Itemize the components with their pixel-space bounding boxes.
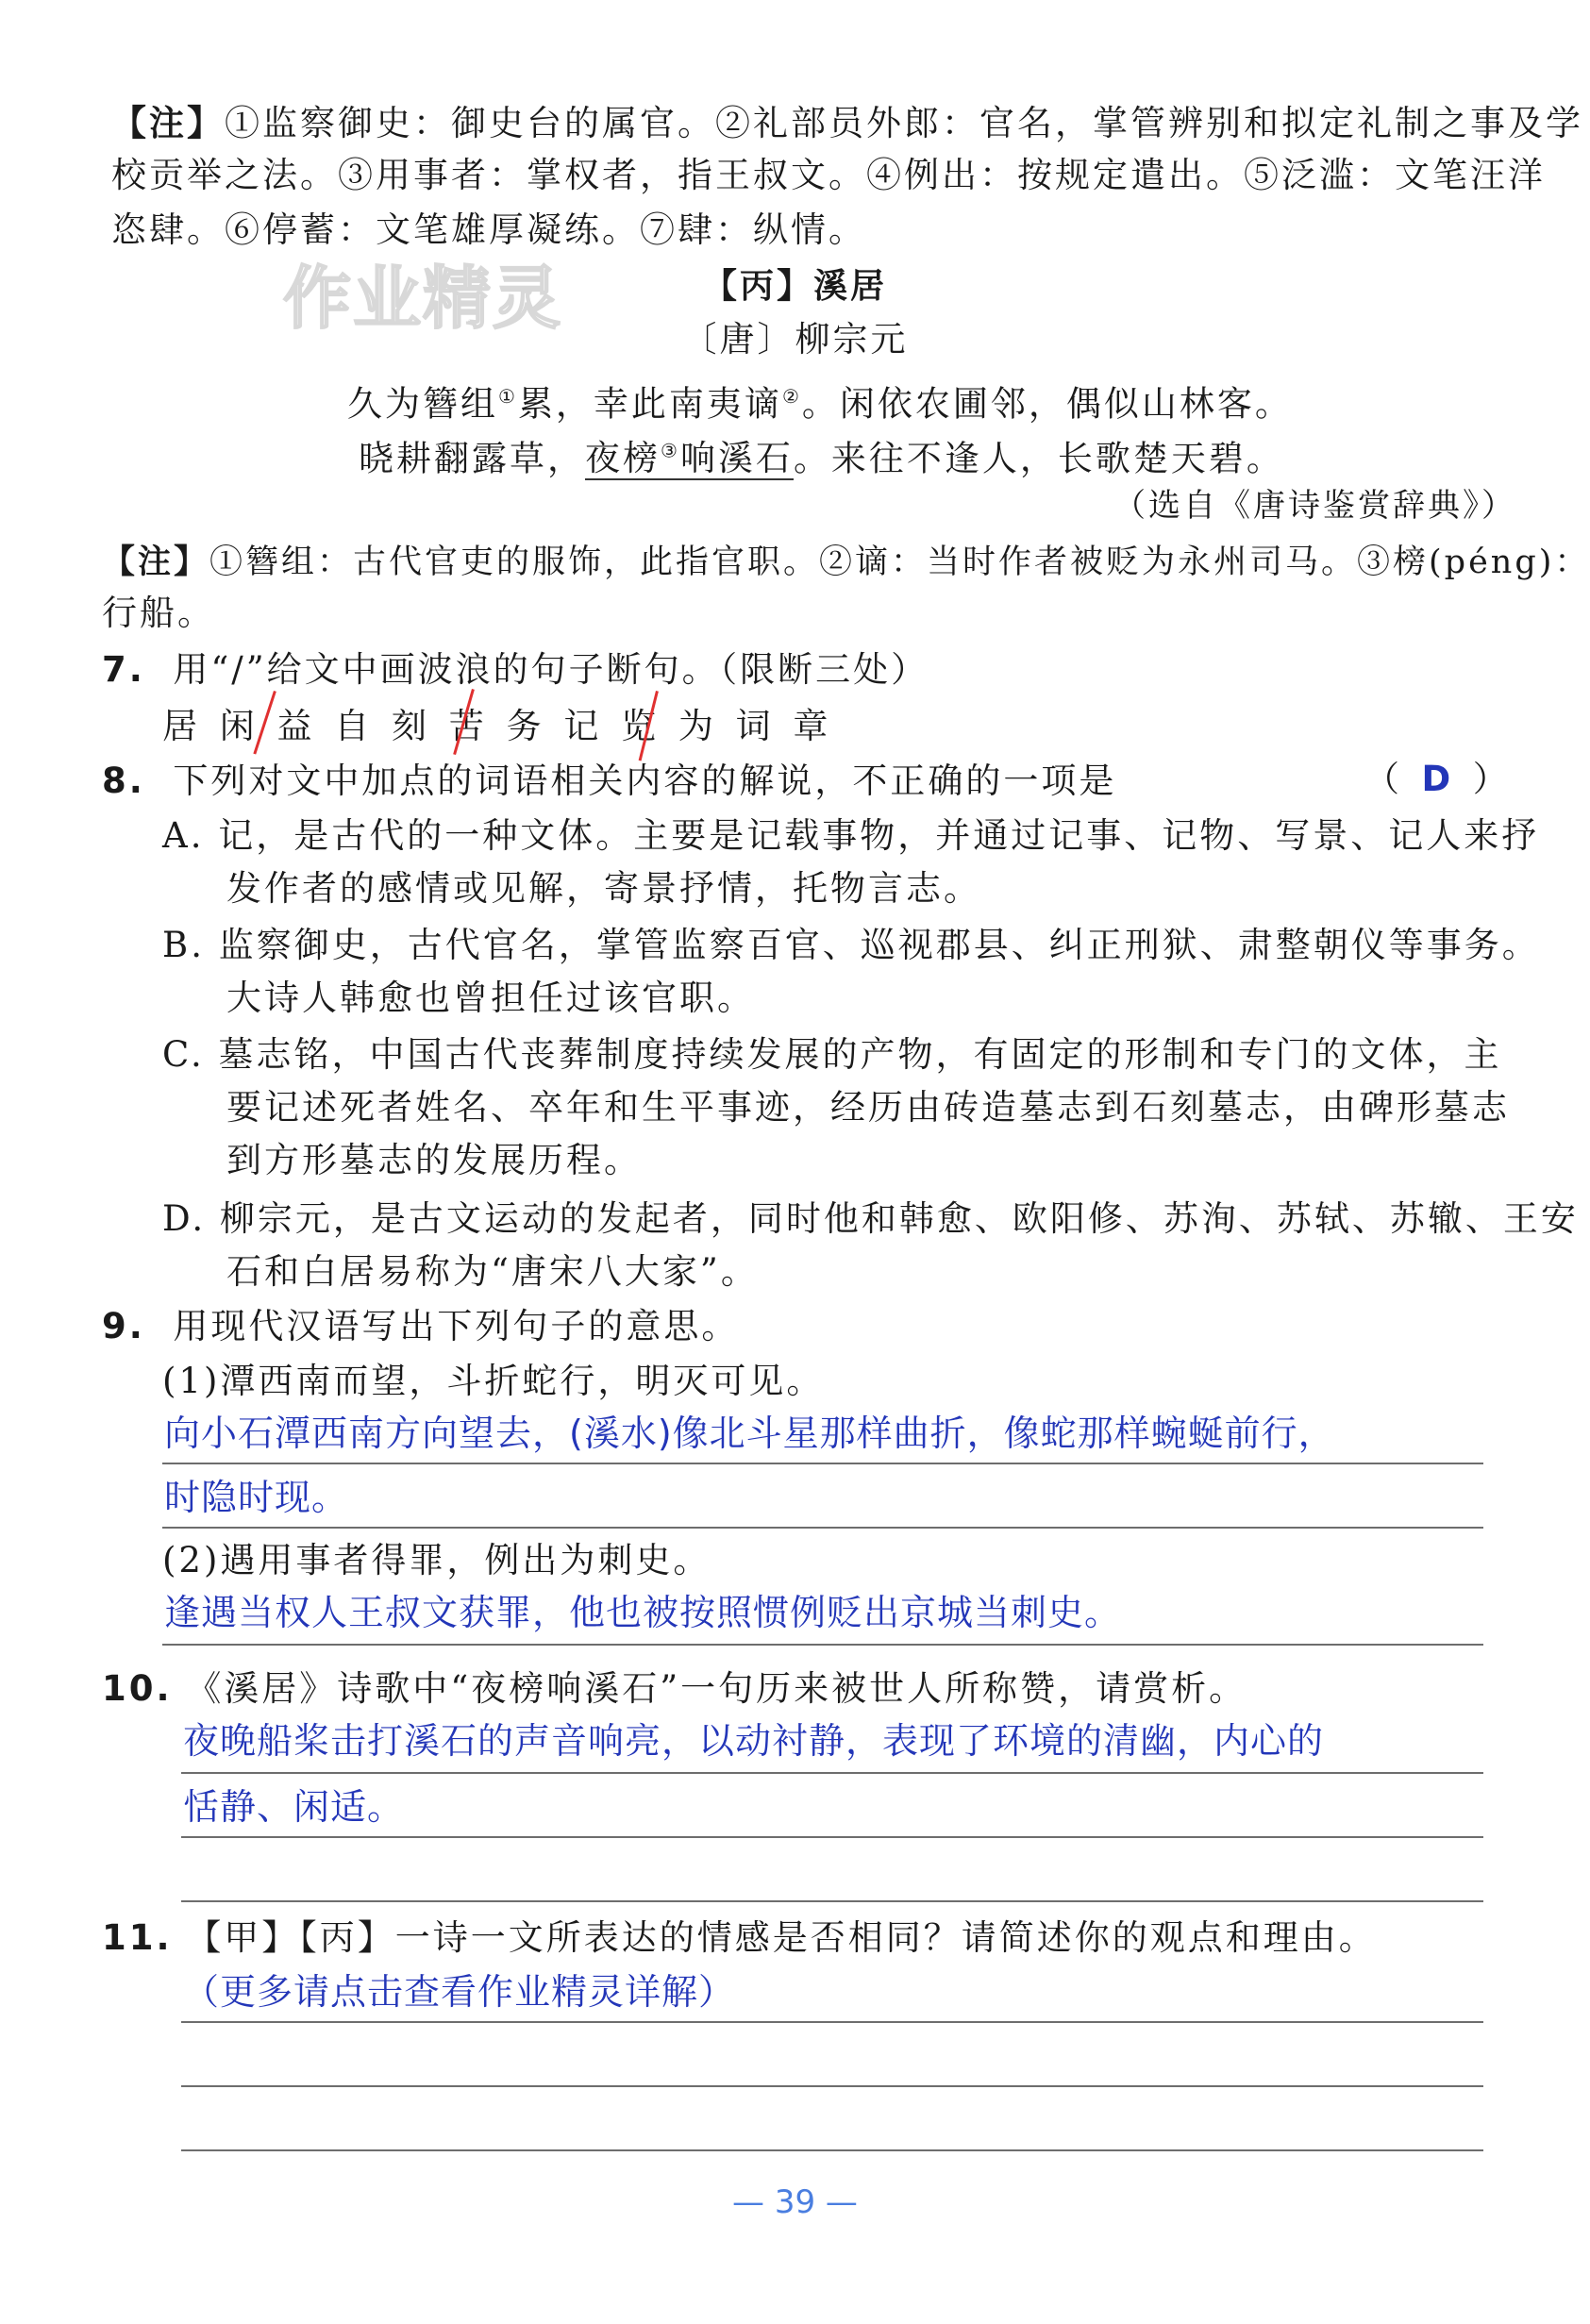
answer-rule — [162, 1644, 1483, 1646]
note-marker-2: ② — [781, 385, 802, 408]
q11-prompt: 【甲】【丙】一诗一文所表达的情感是否相同？请简述你的观点和理由。 — [186, 1917, 1377, 1958]
poem-line-1-part-b: 累，幸此南夷谪 — [517, 383, 782, 425]
q8-option-a-line-2: 发作者的感情或见解，寄景抒情，托物言志。 — [226, 868, 981, 909]
answer-rule — [181, 1836, 1483, 1838]
poem-line-1 — [347, 376, 1293, 425]
notes-top-text-1: ①监察御史：御史台的属官。②礼部员外郎：官名，掌管辨别和拟定礼制之事及学 — [225, 103, 1583, 143]
note-marker-3: ③ — [661, 440, 680, 462]
q10-prompt: 《溪居》诗歌中“夜榜响溪石”一句历来被世人所称赞，请赏析。 — [186, 1668, 1247, 1709]
q9-prompt: 用现代汉语写出下列句子的意思。 — [173, 1306, 740, 1346]
q7-number: 7. — [102, 649, 145, 690]
q7-sentence: 居 闲 益 自 刻 苦 务 记 览 为 词 章 — [162, 706, 834, 746]
q11-answer-line-1[interactable]: （更多请点击查看作业精灵详解） — [183, 1971, 736, 2013]
answer-rule — [181, 1900, 1483, 1902]
answer-rule — [162, 1527, 1483, 1529]
notes-poem-line-1 — [102, 542, 1590, 583]
answer-rule — [181, 2149, 1483, 2151]
q10-answer-line-1: 夜晚船桨击打溪石的声音响亮，以动衬静，表现了环境的清幽，内心的 — [183, 1720, 1325, 1762]
watermark-logo: 作业精灵 — [283, 259, 563, 338]
answer-rule — [181, 1772, 1483, 1774]
poem-line-2-wave-b: 响溪石 — [679, 438, 794, 479]
wavy-underlined-phrase — [585, 438, 794, 480]
q7-prompt: 用“/”给文中画波浪的句子断句。（限断三处） — [173, 649, 929, 690]
notes-poem-text-1: ①簪组：古代官吏的服饰，此指官职。②谪：当时作者被贬为永州司马。③榜(péng)： — [209, 543, 1590, 581]
q9-prompt-line — [102, 1306, 739, 1347]
notes-label: 【注】 — [111, 102, 225, 143]
answer-rule — [162, 1463, 1483, 1464]
q8-option-d-line-2: 石和白居易称为“唐宋八大家”。 — [226, 1251, 759, 1292]
page-number: — 39 — — [732, 2183, 858, 2221]
q8-option-a-line-1: A. 记，是古代的一种文体。主要是记载事物，并通过记事、记物、写景、记人来抒 — [162, 815, 1540, 856]
notes-top-line-2: 校贡举之法。③用事者：掌权者，指王叔文。④例出：按规定遣出。⑤泛滥：文笔汪洋 — [111, 155, 1546, 195]
poem-line-2-part-c: 。来往不逢人，长歌楚天碧。 — [793, 438, 1284, 479]
q8-answer-box — [1364, 759, 1508, 800]
q9-answer-2-line-1: 逢遇当权人王叔文获罪，他也被按照惯例贬出京城当刺史。 — [164, 1592, 1122, 1633]
answer-rule — [181, 2085, 1483, 2087]
notes-poem-line-2: 行船。 — [102, 593, 215, 633]
note-marker-1: ① — [498, 385, 518, 408]
q9-number: 9. — [102, 1306, 145, 1346]
poem-author: 〔唐〕柳宗元 — [681, 319, 909, 359]
q8-paren-open: （ — [1364, 759, 1399, 799]
q9-sentence-2: (2)遇用事者得罪，例出为刺史。 — [162, 1540, 711, 1580]
q8-option-c-line-2: 要记述死者姓名、卒年和生平事迹，经历由砖造墓志到石刻墓志，由碑形墓志 — [226, 1087, 1510, 1128]
q9-sentence-1: (1)潭西南而望，斗折蛇行，明灭可见。 — [162, 1361, 825, 1401]
poem-line-2 — [359, 430, 1284, 479]
q8-number: 8. — [102, 761, 145, 801]
q8-option-c-line-1: C. 墓志铭，中国古代丧葬制度持续发展的产物，有固定的形制和专门的文体，主 — [162, 1034, 1502, 1075]
poem-line-1-part-a: 久为簪组 — [347, 383, 498, 425]
q9-answer-1-line-2: 时隐时现。 — [164, 1477, 349, 1518]
answer-rule — [181, 2021, 1483, 2023]
q8-option-c-line-3: 到方形墓志的发展历程。 — [226, 1140, 642, 1180]
q8-paren-close: ） — [1472, 759, 1508, 799]
notes-poem-label: 【注】 — [102, 543, 210, 581]
poem-line-1-part-c: 。闲依农圃邻，偶似山林客。 — [801, 383, 1293, 425]
poem-source: （选自《唐诗鉴赏辞典》） — [1113, 487, 1516, 525]
q10-answer-line-2: 恬静、闲适。 — [183, 1786, 405, 1828]
q11-number: 11. — [102, 1917, 173, 1958]
q8-prompt: 下列对文中加点的词语相关内容的解说，不正确的一项是 — [173, 761, 1117, 801]
q9-answer-1-line-1: 向小石潭西南方向望去，(溪水)像北斗星那样曲折，像蛇那样蜿蜒前行， — [164, 1413, 1335, 1454]
poem-title: 【丙】溪居 — [702, 267, 887, 306]
poem-line-2-part-a: 晓耕翻露草， — [359, 438, 585, 479]
q8-option-d-line-1: D. 柳宗元，是古文运动的发起者，同时他和韩愈、欧阳修、苏洵、苏轼、苏辙、王安 — [162, 1198, 1579, 1239]
notes-top-line-1 — [111, 102, 1583, 144]
q10-number: 10. — [102, 1668, 173, 1709]
notes-top-line-3: 恣肆。⑥停蓄：文笔雄厚凝练。⑦肆：纵情。 — [111, 209, 866, 250]
q10-prompt-line — [102, 1668, 1247, 1710]
q8-prompt-line — [102, 761, 1116, 802]
q8-option-b-line-2: 大诗人韩愈也曾担任过该官职。 — [226, 978, 755, 1018]
q8-answer: D — [1421, 759, 1451, 799]
q11-prompt-line — [102, 1917, 1377, 1959]
poem-line-2-wave-a: 夜榜 — [585, 438, 661, 479]
q8-option-b-line-1: B. 监察御史，古代官名，掌管监察百官、巡视郡县、纠正刑狱、肃整朝仪等事务。 — [162, 925, 1540, 965]
q7-prompt-line — [102, 649, 929, 691]
